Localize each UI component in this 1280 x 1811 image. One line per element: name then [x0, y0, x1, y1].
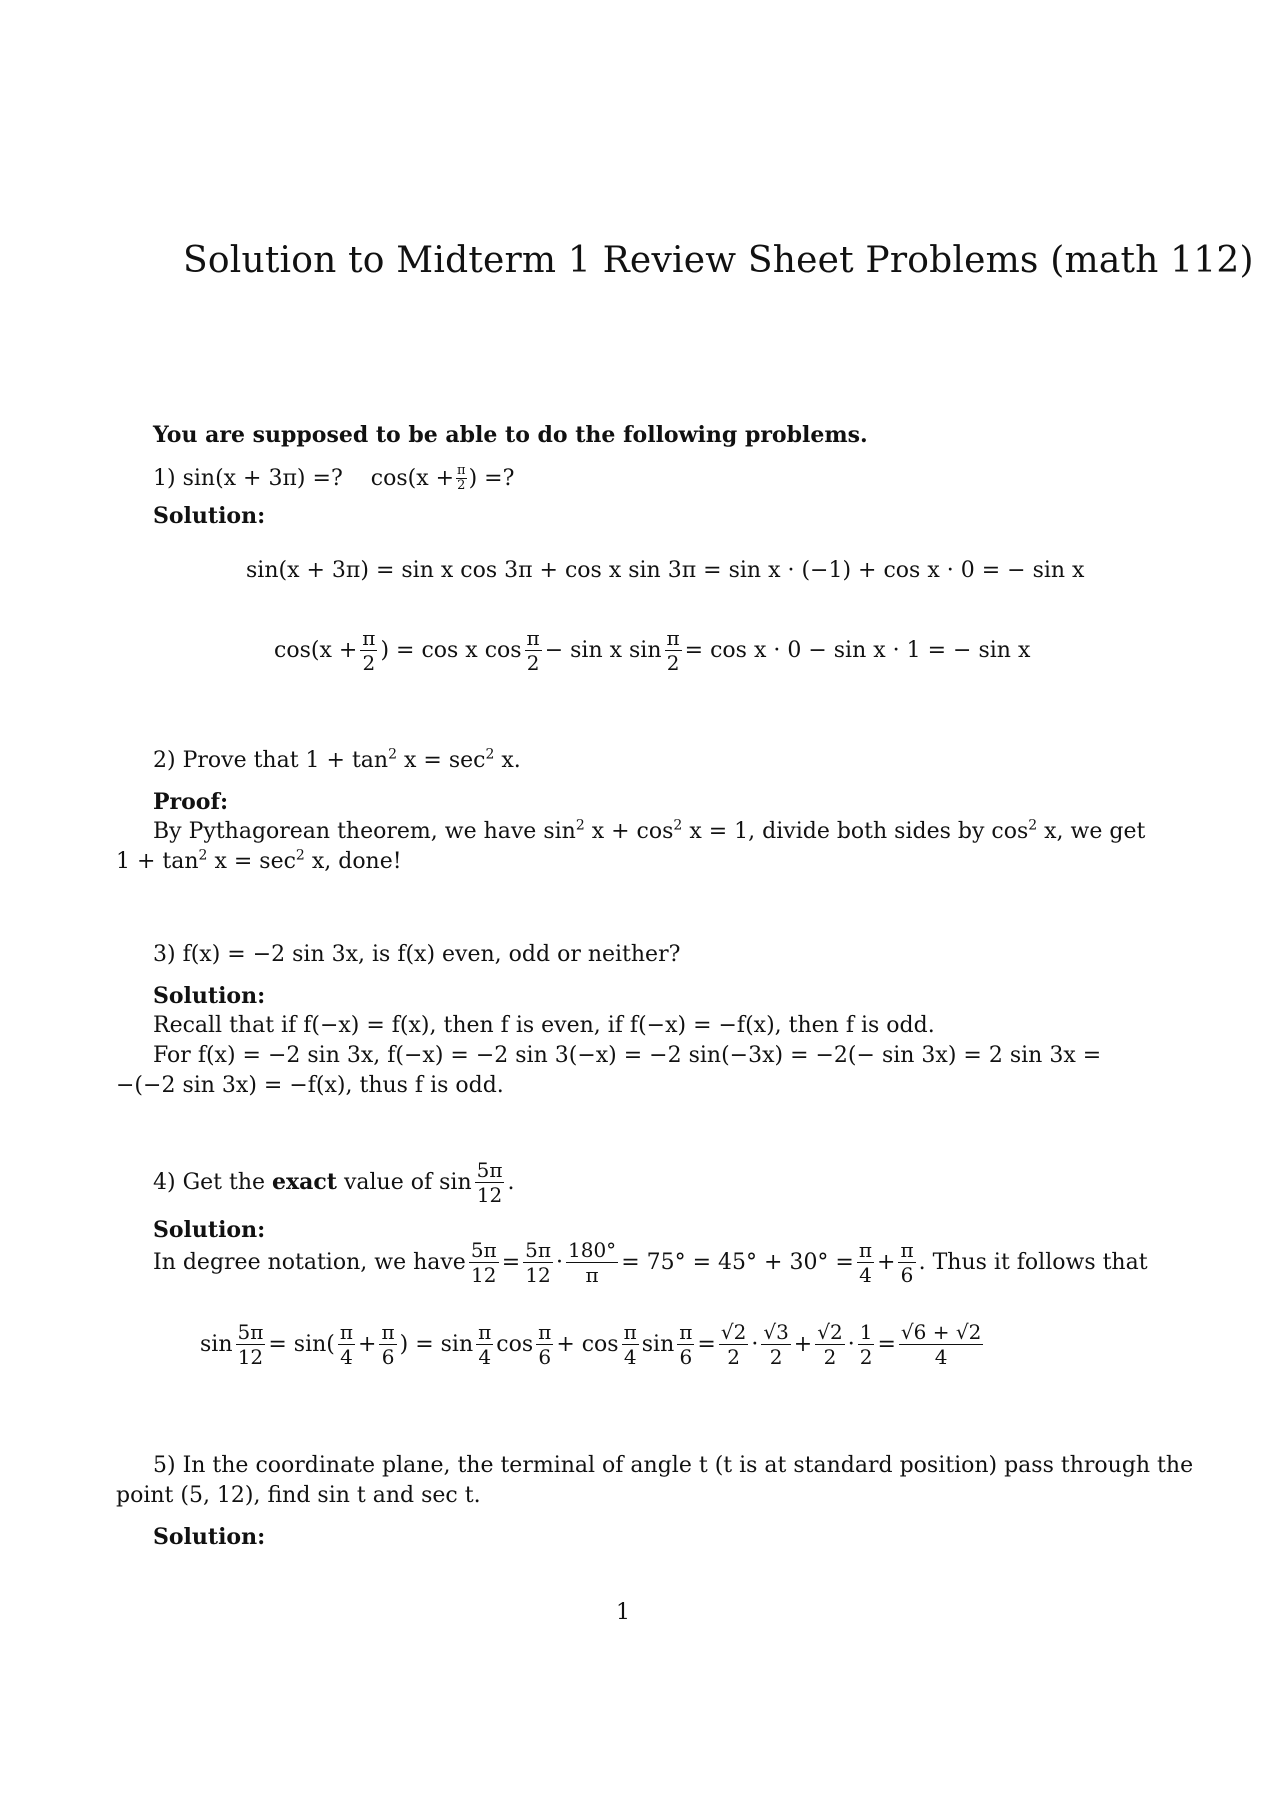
pi-over-2: $\frac{\pi}{2}$ — [526, 625, 540, 675]
deg-over-pi: $\frac{180^\circ}{\pi}$ — [568, 1237, 617, 1287]
sqrt2-over-2: $\frac{√2}{2}$ — [817, 1319, 843, 1369]
page-title: Solution to Midterm 1 Review Sheet Problems (math 112) — [183, 240, 1254, 281]
p2-proof-line-2: $1 + \tan^2 x = \sec^2 x$, done! — [116, 847, 402, 874]
p4-solution-label: Solution: — [153, 1217, 266, 1243]
pi-over-6: $\frac{\pi}{6}$ — [900, 1237, 914, 1287]
pi-over-2: $\frac{\pi}{2}$ — [666, 625, 680, 675]
pi-over-4: $\frac{\pi}{4}$ — [858, 1237, 873, 1287]
p2-proof-line-1: By Pythagorean theorem, we have $\sin^2 x + \cos^2 x = 1$, divide both sides by $\cos^2 x$, we get — [153, 817, 1146, 844]
five-pi-over-12: $\frac{5\pi}{12}$ — [525, 1237, 551, 1287]
p3-solution-label: Solution: — [153, 983, 266, 1009]
problem-2-prompt: 2) Prove that $1 + \tan^2 x = \sec^2 x$. — [153, 746, 521, 773]
p3-line-1: Recall that if f(−x) = f(x), then f is even, if f(−x) = −f(x), then f is odd. — [153, 1013, 935, 1038]
five-pi-over-12: $\frac{5\pi}{12}$ — [476, 1157, 503, 1207]
p1-prompt-b-post: ) =? — [468, 465, 515, 491]
result-fraction: $\frac{√6 + √2}{4}$ — [900, 1319, 982, 1369]
problem-5-line-1: 5) In the coordinate plane, the terminal of angle t (t is at standard position) pass through the — [153, 1453, 1194, 1478]
page-number: 1 — [616, 1600, 630, 1625]
p4-equation: sin $\frac{5\pi}{12}$ = sin( $\frac{\pi}{4}$ + $\frac{\pi}{6}$ ) = sin $\frac{\pi}{4}$ cos $\frac{\pi}{6}$ + cos $\frac{\pi}{4}$ sin $\frac{\pi}{6}$ = $\frac{√2}{2}$ · $\frac{√3}{2}$ + $\frac{√2}{2}$ · $\frac{1}{2}$ = $\frac{√6 + √2}{4}$ — [200, 1319, 982, 1369]
problem-3-prompt: 3) f(x) = −2 sin 3x, is f(x) even, odd or neither? — [153, 942, 681, 967]
p1-equation-2: cos(x + $\frac{\pi}{2}$ ) = cos x cos $\frac{\pi}{2}$ − sin x sin $\frac{\pi}{2}$ = cos x · 0 − sin x · 1 = − sin x — [274, 625, 1031, 675]
p4-line-1: In degree notation, we have $\frac{5\pi}{12}$ = $\frac{5\pi}{12}$ · $\frac{180^\circ}{\pi}$ = 75° = 45° + 30° = $\frac{\pi}{4}$ + $\frac{\pi}{6}$ . Thus it follows that — [153, 1237, 1148, 1287]
p3-line-3: −(−2 sin 3x) = −f(x), thus f is odd. — [116, 1073, 504, 1098]
p5-solution-label: Solution: — [153, 1524, 266, 1550]
problem-1-prompt — [153, 460, 514, 496]
one-over-2: $\frac{1}{2}$ — [859, 1319, 873, 1369]
problem-5-line-2: point (5, 12), find sin t and sec t. — [116, 1483, 481, 1508]
p3-line-2: For f(x) = −2 sin 3x, f(−x) = −2 sin 3(−x) = −2 sin(−3x) = −2(− sin 3x) = 2 sin 3x = — [153, 1043, 1102, 1068]
sqrt2-over-2: $\frac{√2}{2}$ — [720, 1319, 747, 1369]
five-pi-over-12: $\frac{5\pi}{12}$ — [470, 1237, 497, 1287]
pi-over-2: $\frac{\pi}{2}$ — [362, 625, 376, 675]
p2-proof-label: Proof: — [153, 789, 229, 815]
p1-prompt-b-pre: cos(x + — [370, 465, 455, 491]
intro-text: You are supposed to be able to do the following problems. — [153, 422, 868, 448]
pi-over-2-small: $\frac{\pi}{2}$ — [457, 462, 466, 493]
p1-prompt-a: 1) sin(x + 3π) =? — [153, 465, 343, 491]
problem-4-prompt: 4) Get the exact value of sin $\frac{5\pi}{12}$ . — [153, 1157, 515, 1207]
p1-solution-label: Solution: — [153, 503, 266, 529]
sqrt3-over-2: $\frac{√3}{2}$ — [763, 1319, 789, 1369]
p1-equation-1: sin(x + 3π) = sin x cos 3π + cos x sin 3π = sin x · (−1) + cos x · 0 = − sin x — [246, 558, 1085, 583]
five-pi-over-12: $\frac{5\pi}{12}$ — [237, 1319, 264, 1369]
